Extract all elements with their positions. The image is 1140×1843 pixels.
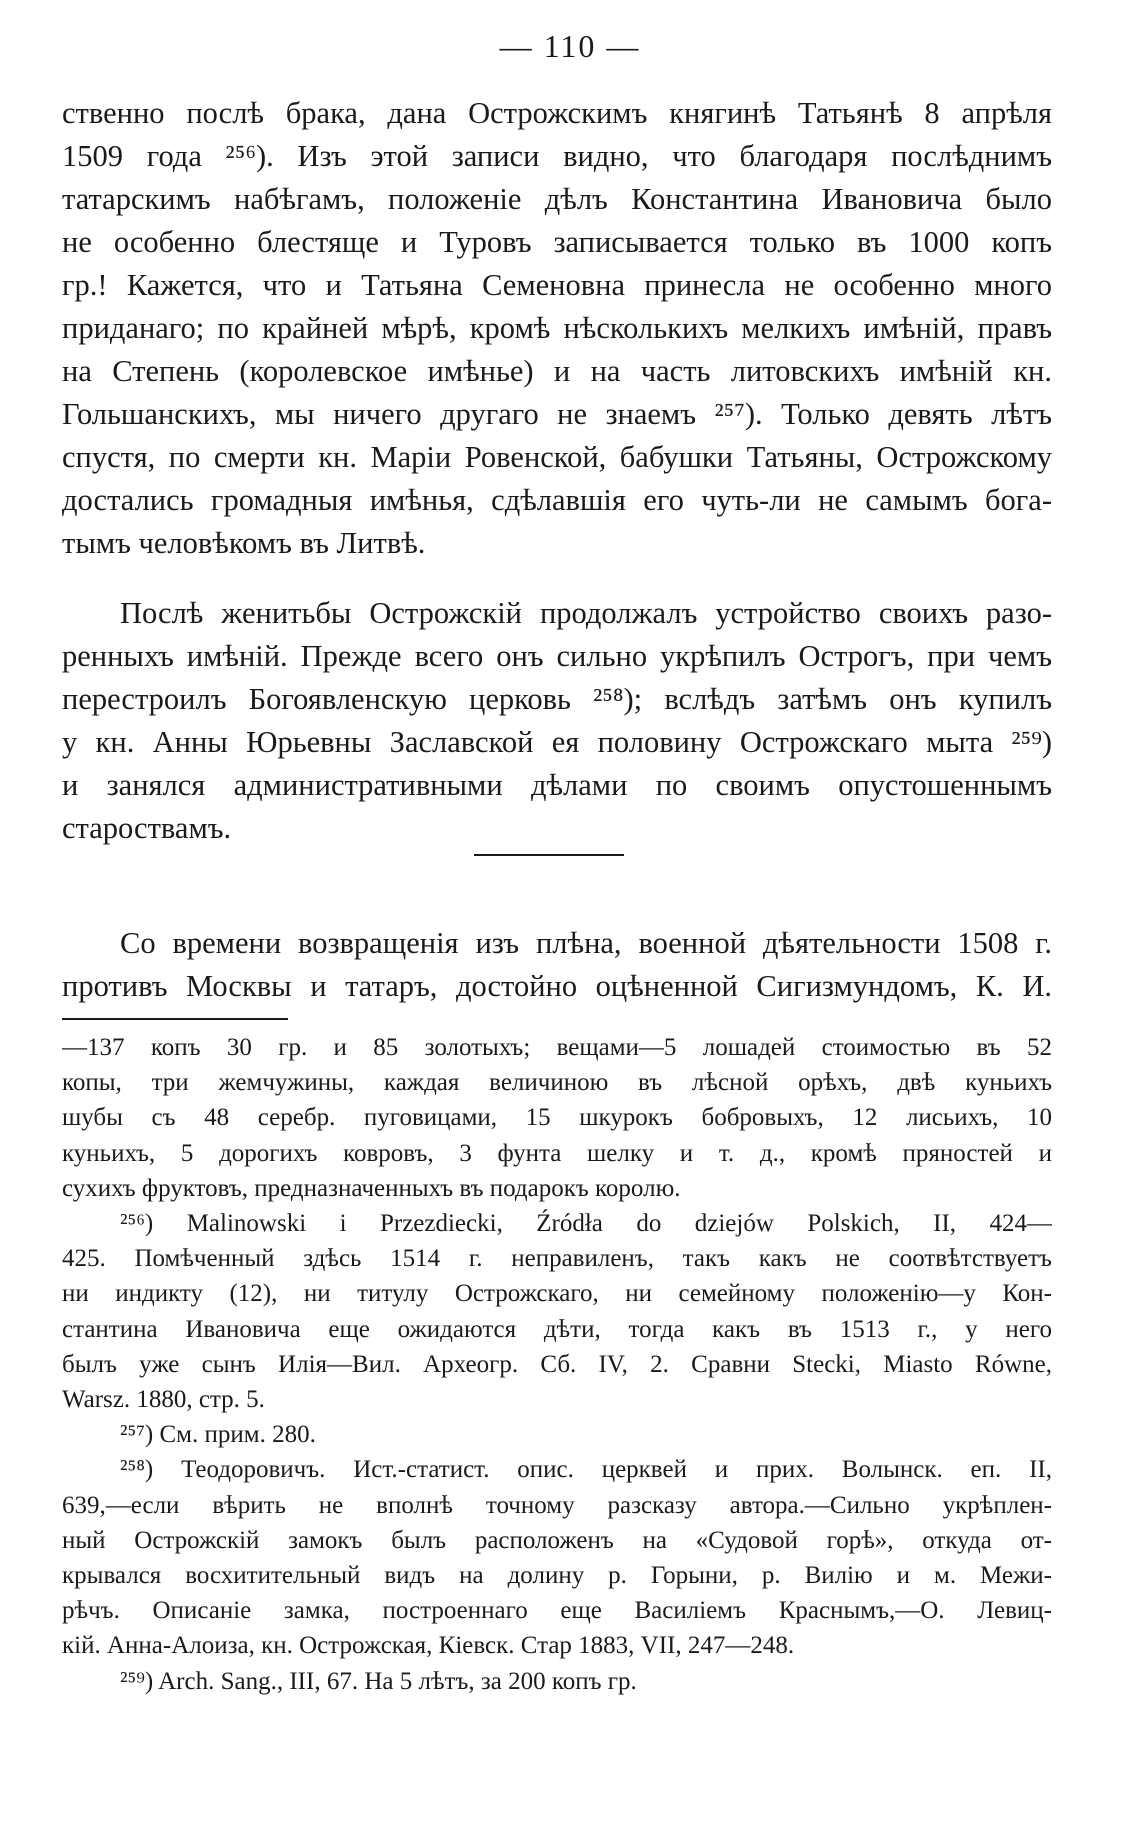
footnote-line: шубы съ 48 серебр. пуговицами, 15 шкурокъ бобровыхъ, 12 лисьихъ, 10 <box>62 1104 1052 1132</box>
footnote-line: Warsz. 1880, стр. 5. <box>62 1386 265 1414</box>
footnote-line: куньихъ, 5 дорогихъ ковровъ, 3 фунта шелку и т. д., кромѣ пряностей и <box>62 1139 1052 1167</box>
footnote-line: 639,—если вѣрить не вполнѣ точному разсказу автора.—Сильно укрѣплен- <box>62 1491 1052 1519</box>
footnotes <box>62 1030 1052 1699</box>
footnote-line: копы, три жемчужины, каждая величиною въ лѣсной орѣхъ, двѣ куньихъ <box>62 1069 1052 1097</box>
footnote-line: —137 копъ 30 гр. и 85 золотыхъ; вещами—5 лошадей стоимостью въ 52 <box>62 1034 1052 1061</box>
text-line: на Степень (королевское имѣнье) и на часть литовскихъ имѣній кн. <box>62 354 1052 388</box>
footnote-line: кій. Анна-Алоиза, кн. Острожская, Кіевск. Стар 1883, VII, 247—248. <box>62 1632 795 1660</box>
footnote-line: ный Острожскій замокъ былъ расположенъ на «Судовой горѣ», откуда от- <box>62 1526 1052 1554</box>
text-line: Гольшанскихъ, мы ничего другаго не знаемъ ²⁵⁷). Только девять лѣтъ <box>62 397 1052 431</box>
footnote-line: 425. Помѣченный здѣсь 1514 г. неправиленъ, такъ какъ не соотвѣтствуетъ <box>62 1245 1052 1273</box>
footnote-line: былъ уже сынъ Илія—Вил. Археогр. Сб. IV, 2. Сравни Stecki, Miasto Równe, <box>62 1350 1052 1378</box>
text-line: ренныхъ имѣній. Прежде всего онъ сильно укрѣпилъ Острогъ, при чемъ <box>62 639 1052 673</box>
paragraph-2 <box>62 592 1052 850</box>
footnote-257: ²⁵⁷) См. прим. 280. <box>120 1421 316 1449</box>
footnote-line: стантина Ивановича еще ожидаются дѣти, тогда какъ въ 1513 г., у него <box>62 1315 1052 1343</box>
text-line: гр.! Кажется, что и Татьяна Семеновна принесла не особенно много <box>62 268 1052 302</box>
text-line: приданаго; по крайней мѣрѣ, кромѣ нѣсколькихъ мелкихъ имѣній, правъ <box>62 311 1052 345</box>
paragraph-3 <box>62 922 1052 1008</box>
text-line: противъ Москвы и татаръ, достойно оцѣненной Сигизмундомъ, К. И. <box>62 969 1052 1003</box>
footnote-258: ²⁵⁸) Теодоровичъ. Ист.-статист. опис. церквей и прих. Волынск. еп. II, <box>120 1456 1052 1484</box>
footnote-259: ²⁵⁹) Arch. Sang., III, 67. На 5 лѣтъ, за 200 копъ гр. <box>120 1667 637 1695</box>
paragraph-1 <box>62 92 1052 565</box>
footnote-rule <box>62 1018 288 1020</box>
footnote-256: ²⁵⁶) Malinowski i Przezdiecki, Źródła do dziejów Polskich, II, 424— <box>120 1210 1052 1238</box>
text-line: у кн. Анны Юрьевны Заславской ея половину Острожскаго мыта ²⁵⁹) <box>62 725 1052 759</box>
text-line: ственно послѣ брака, дана Острожскимъ княгинѣ Татьянѣ 8 апрѣля <box>62 96 1052 130</box>
text-line: татарскимъ набѣгамъ, положеніе дѣлъ Константина Ивановича было <box>62 182 1052 216</box>
footnote-line: крывался восхитительный видъ на долину р. Горыни, р. Вилію и м. Межи- <box>62 1562 1052 1590</box>
text-line: староствамъ. <box>62 811 232 845</box>
text-line: перестроилъ Богоявленскую церковь ²⁵⁸); вслѣдъ затѣмъ онъ купилъ <box>62 682 1052 716</box>
text-line: спустя, по смерти кн. Маріи Ровенской, бабушки Татьяны, Острожскому <box>62 440 1052 474</box>
footnote-line: сухихъ фруктовъ, предназначенныхъ въ подарокъ королю. <box>62 1174 681 1202</box>
text-line: Со времени возвращенія изъ плѣна, военной дѣятельности 1508 г. <box>120 926 1052 960</box>
text-line: 1509 года ²⁵⁶). Изъ этой записи видно, что благодаря послѣднимъ <box>62 139 1052 173</box>
text-line: и занялся административными дѣлами по своимъ опустошеннымъ <box>62 768 1052 802</box>
footnote-line: рѣчъ. Описаніе замка, построеннаго еще Василіемъ Краснымъ,—О. Левиц- <box>62 1597 1052 1625</box>
footnote-line: ни индикту (12), ни титулу Острожскаго, ни семейному положенію—у Кон- <box>62 1280 1052 1308</box>
page-number: — 110 — <box>499 28 641 64</box>
section-divider <box>474 854 624 856</box>
text-line: достались громадныя имѣнья, сдѣлавшія его чуть-ли не самымъ бога- <box>62 483 1052 517</box>
text-line: тымъ человѣкомъ въ Литвѣ. <box>62 526 426 560</box>
text-line: не особенно блестяще и Туровъ записывается только въ 1000 копъ <box>62 225 1052 259</box>
text-line: Послѣ женитьбы Острожскій продолжалъ устройство своихъ разо- <box>120 596 1052 630</box>
